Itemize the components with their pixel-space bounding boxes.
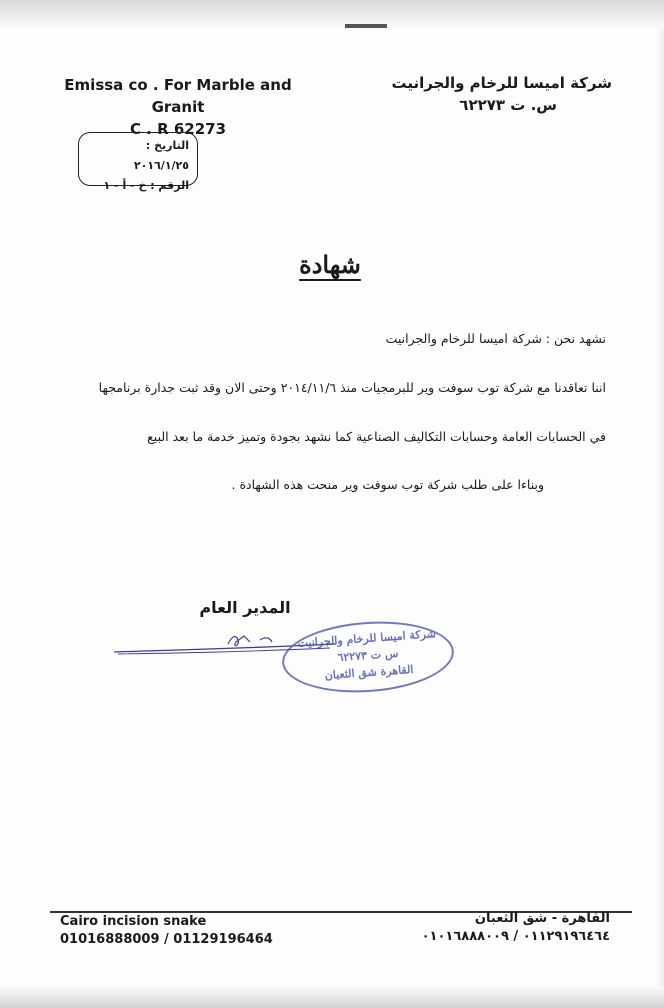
reference-box — [78, 132, 198, 192]
certificate-line-2: اننا تعاقدنا مع شركة توب سوفت وير للبرمجيات منذ ٢٠١٤/١١/٦ وحتى الان وقد ثبت جدارة برنامجها — [98, 380, 606, 395]
scan-right-edge — [656, 28, 664, 988]
letterhead-arabic — [352, 72, 612, 116]
company-name-en: Emissa co . For Marble and Granit — [64, 76, 292, 116]
reference-number-line: الرقم : خ - أ - ١ — [103, 179, 189, 192]
date-line: التاريخ : ٢٠١٦/١/٢٥ — [133, 139, 189, 172]
stamp-company-name: شركة اميسا للرخام والجرانيت — [297, 627, 437, 650]
stamp-location: القاهرة شق الثعبان — [324, 662, 414, 683]
certificate-line-4: وبناءا على طلب شركة توب سوفت وير منحت هذه الشهادة . — [231, 477, 544, 492]
scan-mark — [345, 24, 387, 28]
letterhead-english — [48, 74, 308, 140]
footer-address-en: Cairo incision snake — [60, 914, 207, 929]
scan-top-edge — [0, 0, 664, 28]
footer-phones-en: 01016888009 / 01129196464 — [60, 932, 273, 947]
commercial-register-ar: س. ت ٦٢٢٧٣ — [459, 96, 557, 114]
company-name-ar: شركة اميسا للرخام والجرانيت — [391, 74, 612, 92]
certificate-line-3: في الحسابات العامة وحسابات التكاليف الصناعية كما نشهد بجودة وتميز خدمة ما بعد البيع — [147, 429, 606, 444]
general-manager-title: المدير العام — [199, 598, 291, 617]
footer-phones-ar: ٠١١٢٩١٩٦٤٦٤ / ٠١٠١٦٨٨٨٠٠٩ — [421, 929, 610, 944]
footer-address-ar: القاهرة - شق الثعبان — [474, 911, 610, 926]
footer-arabic — [350, 910, 610, 946]
stamp-register: س ت ٦٢٢٧٣ — [337, 646, 399, 665]
scan-bottom-edge — [0, 986, 664, 1008]
certificate-line-1: نشهد نحن : شركة اميسا للرخام والجرانيت — [385, 331, 606, 346]
certificate-title: شهادة — [299, 250, 361, 279]
commercial-register-en: C . R 62273 — [129, 120, 227, 138]
footer-english — [60, 913, 320, 949]
